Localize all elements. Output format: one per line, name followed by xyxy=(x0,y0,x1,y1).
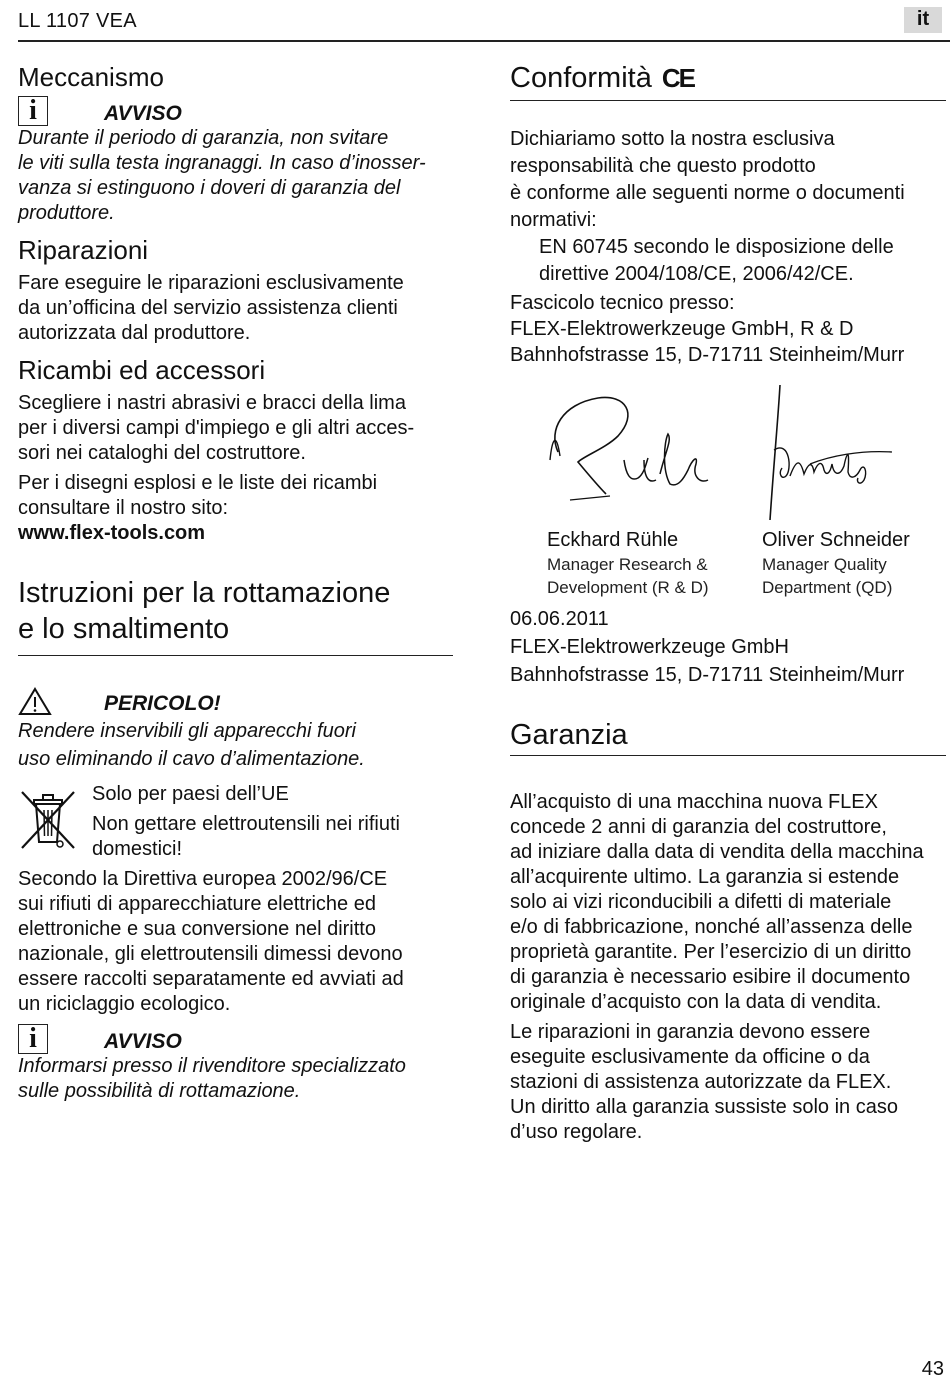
eu-line: domestici! xyxy=(92,838,183,860)
spares-line: Per i disegni esplosi e le liste dei ricambi xyxy=(18,472,378,494)
conformity-date: 06.06.2011 xyxy=(510,608,609,630)
danger-notice xyxy=(18,686,458,772)
warranty-line: concede 2 anni di garanzia del costruttore, xyxy=(510,816,887,838)
directive-line: essere raccolti separatamente ed avviati ad xyxy=(18,968,404,990)
mechanism-line: Durante il periodo di garanzia, non svitare xyxy=(18,127,389,149)
warranty-line: proprietà garantite. Per l’esercizio di un diritto xyxy=(510,941,912,963)
crossed-bin-icon xyxy=(18,786,78,854)
spares-line: Scegliere i nastri abrasivi e bracci della lima xyxy=(18,392,406,414)
signatory-role: Department (QD) xyxy=(762,578,893,597)
section-title-repairs: Riparazioni xyxy=(18,235,149,265)
signatory-name: Eckhard Rühle xyxy=(547,529,679,551)
conformity-divider xyxy=(510,100,946,101)
signature-ruehle xyxy=(540,390,710,505)
repairs-line: autorizzata dal produttore. xyxy=(18,322,251,344)
info-icon: i xyxy=(18,96,48,126)
signatory-role: Development (R & D) xyxy=(547,578,709,597)
techfile-line: Fascicolo tecnico presso: xyxy=(510,292,735,314)
notice-line: sulle possibilità di rottamazione. xyxy=(18,1080,301,1102)
notice-mechanism xyxy=(18,96,458,126)
section-title-conformity: Conformità xyxy=(510,62,652,94)
directive-line: un riciclaggio ecologico. xyxy=(18,993,231,1015)
mechanism-line: le viti sulla testa ingranaggi. In caso d’inosser- xyxy=(18,152,426,174)
warranty-line: di garanzia è necessario esibire il documento xyxy=(510,966,911,988)
warranty-line: Le riparazioni in garanzia devono essere xyxy=(510,1021,871,1043)
warranty-line: all’acquirente ultimo. La garanzia si estende xyxy=(510,866,900,888)
conformity-text xyxy=(510,126,946,368)
conformity-line: è conforme alle seguenti norme o documenti xyxy=(510,182,905,204)
directive-line: nazionale, gli elettroutensili dimessi devono xyxy=(18,943,403,965)
standard-line: direttive 2004/108/CE, 2006/42/CE. xyxy=(539,263,854,285)
warranty-line: ad iniziare dalla data di vendita della macchina xyxy=(510,841,924,863)
signature-schneider xyxy=(760,380,900,525)
language-badge: it xyxy=(904,7,942,33)
conformity-footer xyxy=(510,605,948,689)
warranty-line: Un diritto alla garanzia sussiste solo in caso xyxy=(510,1096,898,1118)
techfile-line: Bahnhofstrasse 15, D-71711 Steinheim/Murr xyxy=(510,344,905,366)
directive-line: Secondo la Direttiva europea 2002/96/CE xyxy=(18,868,388,890)
signatory-name: Oliver Schneider xyxy=(762,529,910,551)
directive-line: sui rifiuti di apparecchiature elettriche ed xyxy=(18,893,376,915)
disposal-divider xyxy=(18,655,453,656)
section-repairs xyxy=(18,235,458,346)
mechanism-line: vanza si estinguono i doveri di garanzia del xyxy=(18,177,401,199)
eu-line: Non gettare elettroutensili nei rifiuti xyxy=(92,813,400,835)
spares-line: per i diversi campi d'impiego e gli altri acces- xyxy=(18,417,415,439)
directive-line: elettroniche e sua conversione nel diritto xyxy=(18,918,376,940)
repairs-line: da un’officina del servizio assistenza clienti xyxy=(18,297,398,319)
conformity-company: FLEX-Elektrowerkzeuge GmbH xyxy=(510,636,789,658)
ce-mark: CE xyxy=(661,63,694,93)
section-spares xyxy=(18,355,458,546)
info-icon: i xyxy=(18,1024,48,1054)
signatory-role: Manager Research & xyxy=(547,555,708,574)
signatory-ruehle xyxy=(547,528,747,599)
warranty-line: d’uso regolare. xyxy=(510,1121,643,1143)
section-conformity xyxy=(510,60,946,101)
danger-label: PERICOLO! xyxy=(104,692,221,715)
conformity-line: Dichiariamo sotto la nostra esclusiva xyxy=(510,128,835,150)
techfile-line: FLEX-Elektrowerkzeuge GmbH, R & D xyxy=(510,318,854,340)
notice-line: Informarsi presso il rivenditore specializzato xyxy=(18,1055,406,1077)
section-warranty xyxy=(510,717,946,756)
section-disposal xyxy=(18,575,453,656)
warranty-text xyxy=(510,790,946,1145)
notice-disposal xyxy=(18,1024,458,1104)
signatory-role: Manager Quality xyxy=(762,555,887,574)
danger-line: uso eliminando il cavo d’alimentazione. xyxy=(18,748,365,770)
section-title-disposal-1: Istruzioni per la rottamazione xyxy=(18,577,391,609)
repairs-line: Fare eseguire le riparazioni esclusivamente xyxy=(18,272,404,294)
warning-triangle-icon xyxy=(18,686,52,716)
section-mechanism xyxy=(18,62,458,226)
warranty-line: originale d’acquisto con la data di vendita. xyxy=(510,991,882,1013)
warranty-line: stazioni di assistenza autorizzate da FLEX. xyxy=(510,1071,892,1093)
standard-line: EN 60745 secondo le disposizione delle xyxy=(539,236,894,258)
spares-line: consultare il nostro sito: xyxy=(18,497,229,519)
danger-line: Rendere inservibili gli apparecchi fuori xyxy=(18,720,356,742)
conformity-address: Bahnhofstrasse 15, D-71711 Steinheim/Murr xyxy=(510,664,905,686)
section-title-disposal-2: e lo smaltimento xyxy=(18,613,230,645)
section-title-warranty: Garanzia xyxy=(510,719,628,751)
website-link[interactable]: www.flex-tools.com xyxy=(18,522,206,544)
header-model: LL 1107 VEA xyxy=(18,10,137,32)
spares-line: sori nei cataloghi del costruttore. xyxy=(18,442,306,464)
warranty-divider xyxy=(510,755,946,756)
warranty-line: eseguite esclusivamente da officine o da xyxy=(510,1046,870,1068)
eu-notice xyxy=(18,782,458,862)
section-title-spares: Ricambi ed accessori xyxy=(18,355,266,385)
warranty-line: All’acquisto di una macchina nuova FLEX xyxy=(510,791,878,813)
notice-label: AVVISO xyxy=(104,1030,182,1053)
conformity-line: responsabilità che questo prodotto xyxy=(510,155,816,177)
section-title-mechanism: Meccanismo xyxy=(18,62,164,92)
warranty-line: e/o di fabbricazione, nonché all’assenza delle xyxy=(510,916,913,938)
page-number: 43 xyxy=(921,1358,944,1380)
signatory-schneider xyxy=(762,528,947,599)
warranty-line: solo ai vizi riconducibili a difetti di materiale xyxy=(510,891,892,913)
eu-line: Solo per paesi dell’UE xyxy=(92,783,289,805)
directive-text xyxy=(18,867,458,1017)
conformity-line: normativi: xyxy=(510,209,597,231)
header-divider xyxy=(18,40,950,42)
notice-label: AVVISO xyxy=(104,102,182,125)
mechanism-line: produttore. xyxy=(18,202,115,224)
